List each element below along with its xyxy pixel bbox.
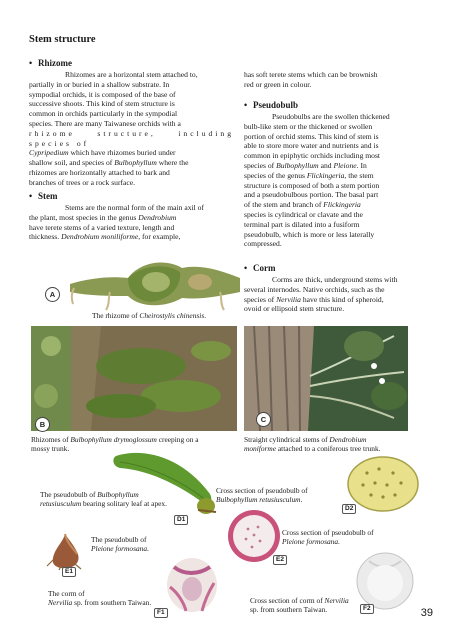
nervilia-cross-section-f2	[355, 551, 415, 611]
pseudobulb-cross-section-d2	[345, 455, 421, 513]
pseudobulb-paragraph: Pseudobulbs are the swollen thickened bulb-like stem or the thickened or swollen portion of orchid stems. This kind of stem is able to store more water and nutrients and is common in epiphytic orchids including most species of Bulbophyllum and Pleione. In species of the genus Flickingeria, the stem structure is composed of both a stem portion and a pseudobulbous portion. The basal part of the stem and branch of Flickingeria species is cylindrical or clavate and the terminal part is dilated into a fusiform pseudobulb, which is more or less laterally compressed.	[244, 112, 390, 249]
rhizome-illustration	[70, 252, 240, 312]
bullet-icon: •	[29, 191, 33, 201]
caption-d2: Cross section of pseudobulb of Bulbophyllum retusiusculum.	[216, 486, 308, 504]
caption-f1: The corm of Nervilia sp. from southern Taiwan.	[48, 589, 152, 607]
caption-c: Straight cylindrical stems of Dendrobium moniforme attached to a coniferous tree trunk.	[244, 435, 381, 453]
figure-tag-d1: D1	[174, 515, 188, 525]
caption-e2: Cross section of pseudobulb of Pleione formosana.	[282, 528, 374, 546]
figure-tag-e1: E1	[62, 567, 76, 577]
stem-paragraph: Stems are the normal form of the main axil of the plant, most species in the genus Dendrobium have terete stems of a varied texture, length and thickness. Dendrobium moniliforme, for example,	[29, 203, 204, 242]
caption-f2: Cross section of corm of Nervilia sp. from southern Taiwan.	[250, 596, 349, 614]
mossy-trunk-illustration	[31, 326, 237, 431]
corm-heading: • Corm	[244, 263, 276, 273]
figure-badge-a: A	[45, 287, 60, 302]
photo-rhizome-cheirostylis	[70, 252, 240, 312]
page-number: 39	[420, 607, 433, 619]
bullet-icon: •	[244, 263, 248, 273]
caption-d1: The pseudobulb of Bulbophyllum retusiusculum bearing solitary leaf at apex.	[40, 490, 167, 508]
rhizome-heading: • Rhizome	[29, 58, 72, 68]
photo-bulbophyllum-trunk	[31, 326, 237, 431]
section-title: Stem structure	[29, 34, 96, 45]
figure-badge-c: C	[256, 412, 271, 427]
caption-e1: The pseudobulb of Pleione formosana.	[91, 535, 149, 553]
rhizome-paragraph: Rhizomes are a horizontal stem attached to, partially in or buried in a shallow substrate. In sympodial orchids, it is composed of the base of successive shoots. This kind of stem structure is common in orchids particularly in the sympodial species. There are many Taiwanese orchids with a rhizome structure, including species of Cypripedium which have rhizomes buried under shallow soil, and species of Bulbophyllum where the rhizomes are horizontally attached to bark and branches of trees or a rock surface.	[29, 70, 234, 187]
figure-tag-f2: F2	[360, 604, 374, 614]
caption-a: The rhizome of Cheirostylis chinensis.	[92, 311, 207, 320]
figure-tag-e2: E2	[273, 555, 287, 565]
bullet-icon: •	[244, 100, 248, 110]
figure-tag-d2: D2	[342, 504, 356, 514]
pleione-pseudobulb-illustration	[45, 532, 87, 570]
caption-b: Rhizomes of Bulbophyllum drymoglossum creeping on a mossy trunk.	[31, 435, 199, 453]
corm-paragraph: Corms are thick, underground stems with several internodes. Native orchids, such as the species of Nervilia have this kind of spheroid, ovoid or ellipsoid stem structure.	[244, 275, 398, 314]
pseudobulb-heading: • Pseudobulb	[244, 100, 299, 110]
stem-heading: • Stem	[29, 191, 58, 201]
stem-continuation: has soft terete stems which can be brownish red or green in colour.	[244, 70, 378, 89]
bullet-icon: •	[29, 58, 33, 68]
figure-tag-f1: F1	[154, 608, 168, 618]
figure-badge-b: B	[35, 417, 50, 432]
nervilia-corm-illustration	[164, 553, 220, 615]
